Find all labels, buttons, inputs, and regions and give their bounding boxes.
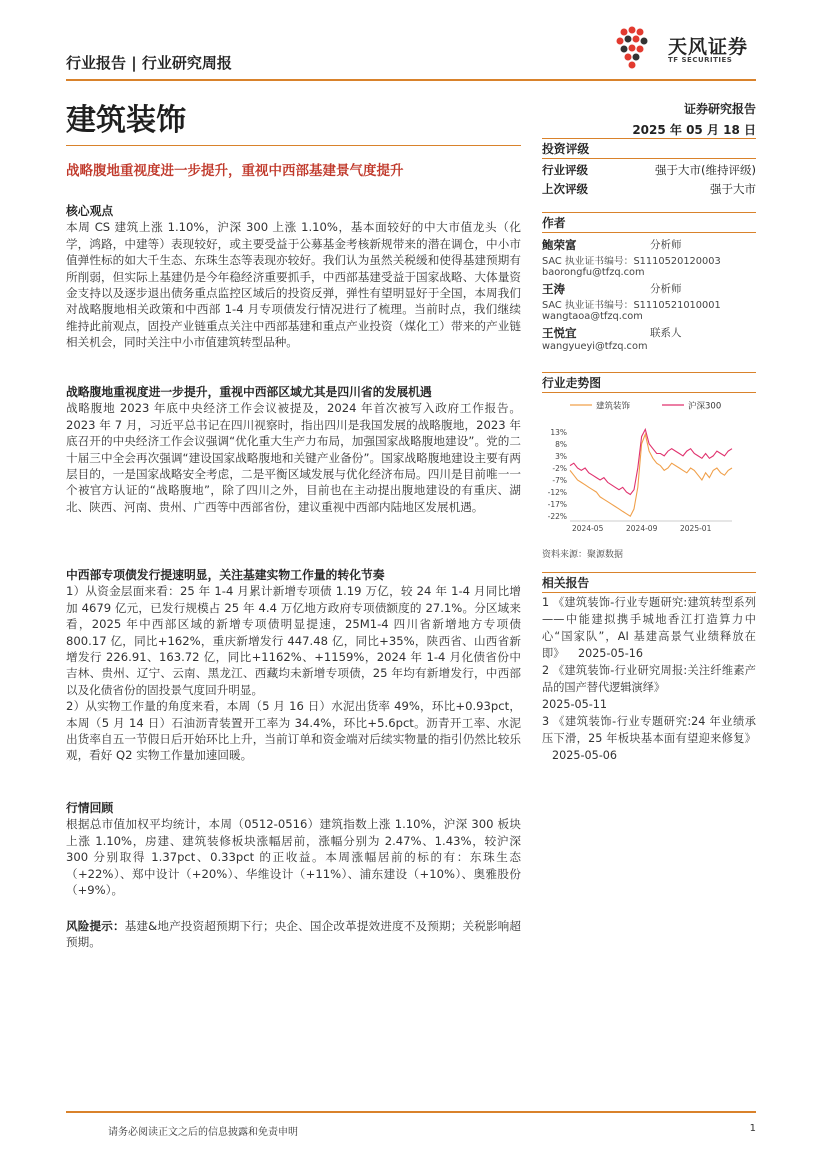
trend-chart	[542, 395, 756, 545]
author-name: 鲍荣富	[542, 238, 577, 252]
report-kind: 证券研究报告	[683, 102, 756, 116]
section-3-para-2: 2）从实物工作量的角度来看，本周（5 月 16 日）水泥出货率 49%，环比+0.93pct，本周（5 月 14 日）石油沥青装置开工率为 34.4%，环比+5.6pct。沥青开工率、水泥出货率自五一节假日后开始环比上升，当前订单和资金端对后续实物量的指引仍然比较乐观，看好 Q2 实物工作量加速回暖。	[66, 699, 521, 763]
risk-section	[66, 918, 521, 951]
industry-title: 建筑装饰	[66, 103, 186, 138]
logo-text-en: TF SECURITIES	[668, 56, 733, 64]
prev-rating-label: 上次评级	[542, 182, 588, 196]
author-name: 王悦宜	[542, 326, 577, 340]
author-role: 分析师	[650, 283, 682, 295]
y-tick-label: -12%	[547, 488, 567, 498]
rating-value: 强于大市(维持评级)	[655, 163, 756, 177]
rating-row	[542, 162, 756, 178]
y-tick-label: -22%	[547, 512, 567, 522]
author-2	[542, 281, 756, 322]
section-4	[66, 800, 521, 898]
related-report-title[interactable]: 3 《建筑装饰-行业专题研究:24 年业绩承压下滑，25 年板块基本面有望迎来修复》	[542, 715, 756, 745]
author-divider	[542, 212, 756, 213]
section-4-text: 根据总市值加权平均统计，本周（0512-0516）建筑指数上涨 1.10%，沪深 300 板块上涨 1.10%，房建、建筑装修板块涨幅居前，涨幅分别为 2.47%、1.43%，较沪深 300 分别取得 1.37pct、0.33pct 的正收益。本周涨幅居前的标的有：东珠生态（+22%）、郑中设计（+20%）、华维设计（+11%）、浦东建设（+10%）、奥雅股份（+9%）。	[66, 817, 521, 898]
page-number: 1	[749, 1123, 756, 1134]
author-3	[542, 325, 756, 352]
rating-divider-2	[542, 158, 756, 159]
author-email[interactable]: baorongfu@tfzq.com	[542, 267, 645, 278]
trend-divider	[542, 372, 756, 373]
related-report-date: 2025-05-06	[552, 749, 618, 762]
author-email[interactable]: wangyueyi@tfzq.com	[542, 341, 648, 352]
title-divider	[66, 145, 521, 146]
core-section	[66, 203, 521, 351]
section-3-heading: 中西部专项债发行提速明显，关注基建实物工作量的转化节奏	[66, 568, 385, 582]
related-report-title[interactable]: 1 《建筑装饰-行业专题研究:建筑转型系列——中能建拟携手城地香江打造算力中心“国家队”，AI 基建高景气业绩释放在即》	[542, 596, 756, 660]
rating-heading: 投资评级	[542, 142, 590, 156]
header-divider	[66, 79, 756, 81]
risk-label: 风险提示：	[66, 919, 125, 933]
related-report-title[interactable]: 2 《建筑装饰-行业研究周报:关注纤维素产品的国产替代逻辑演绎》	[542, 664, 756, 694]
report-type: 行业报告 | 行业研究周报	[66, 54, 232, 72]
author-name: 王涛	[542, 282, 565, 296]
y-tick-label: -2%	[552, 463, 567, 473]
author-cert: SAC 执业证书编号：S1110521010001	[542, 300, 721, 311]
section-3	[66, 567, 521, 764]
section-2	[66, 384, 521, 515]
core-text: 本周 CS 建筑上涨 1.10%，沪深 300 上涨 1.10%，基本面较好的中大市值龙头（化学，鸿路，中建等）表现较好，或主要受益于公募基金考核新规带来的潜在调仓，中小市值弹性标的如大千生态、东珠生态等表现亦较好。我们认为虽然关税缓和使得基建预期有所削弱，但实际上基建仍是今年稳经济重要抓手，中西部基建受益于国家战略、大体量资金支持以及逐步退出债务重点监控区域后的投资反弹，弹性有望明显好于全国，本周我们对战略腹地相关政策和中西部 1-4 月专项债发行情况进行了梳理。当前时点，我们继续维持此前观点，固投产业链重点关注中西部基建和重点产业投资（煤化工）带来的产业链相关机会，同时关注中小市值建筑转型品种。	[66, 220, 521, 350]
author-divider-2	[542, 232, 756, 233]
legend-label: 沪深300	[688, 401, 722, 412]
prev-rating-value: 强于大市	[710, 182, 756, 196]
logo-text: 天风证券	[668, 36, 749, 58]
author-email[interactable]: wangtaoa@tfzq.com	[542, 311, 643, 322]
x-tick-label: 2024-09	[626, 524, 658, 533]
y-tick-label: -17%	[547, 500, 567, 510]
related-heading: 相关报告	[542, 576, 590, 590]
section-4-heading: 行情回顾	[66, 801, 114, 815]
core-heading: 核心观点	[66, 204, 114, 218]
related-report-date: 2025-05-11	[542, 698, 608, 711]
y-tick-label: 13%	[550, 427, 567, 437]
related-report-1[interactable]	[542, 594, 756, 662]
x-tick-label: 2025-01	[680, 524, 712, 533]
trend-divider-2	[542, 392, 756, 393]
report-title: 战略腹地重视度进一步提升，重视中西部基建景气度提升	[66, 163, 404, 179]
related-report-2[interactable]	[542, 662, 756, 713]
prev-rating-row	[542, 181, 756, 197]
author-role: 分析师	[650, 239, 682, 251]
section-2-heading: 战略腹地重视度进一步提升，重视中西部区域尤其是四川省的发展机遇	[66, 385, 432, 399]
x-tick-label: 2024-05	[572, 524, 604, 533]
footer-disclaimer: 请务必阅读正文之后的信息披露和免责申明	[108, 1127, 298, 1138]
author-cert: SAC 执业证书编号：S1110520120003	[542, 256, 721, 267]
author-heading: 作者	[542, 216, 566, 230]
author-role: 联系人	[650, 327, 682, 339]
footer-divider	[66, 1111, 756, 1113]
rating-divider	[542, 138, 756, 139]
chart-source: 资料来源：聚源数据	[542, 550, 624, 560]
legend-label: 建筑装饰	[596, 401, 631, 412]
report-date: 2025 年 05 月 18 日	[632, 123, 756, 137]
related-report-date: 2025-05-16	[577, 647, 643, 660]
author-1	[542, 237, 756, 278]
related-divider-2	[542, 592, 756, 593]
section-3-para-1: 1）从资金层面来看：25 年 1-4 月累计新增专项债 1.19 万亿，较 24 年 1-4 月同比增加 4679 亿元，已发行规模占 25 年 4.4 万亿地方政府专项债额度的 27.1%。分区域来看，2025 年中西部区域的新增专项债明显提速，25M1-4 四川省新增地方专项债 800.17 亿，同比+162%，重庆新增发行 447.48 亿，同比+35%，陕西省、山西省新增发行 226.91、163.72 亿，同比+1162%、+1159%，2024 年 1-4 月化债省份中吉林、贵州、辽宁、云南、黑龙江、西藏均未新增专项债，25 年均有新增发行，中西部以及化债省份的固投景气度回升明显。	[66, 584, 521, 697]
risk-text: 基建&地产投资超预期下行；央企、国企改革提效进度不及预期；关税影响超预期。	[66, 919, 521, 950]
trend-heading: 行业走势图	[542, 376, 601, 390]
y-tick-label: 3%	[555, 451, 567, 461]
series-line	[570, 429, 732, 494]
related-report-3[interactable]	[542, 713, 756, 764]
rating-label: 行业评级	[542, 163, 588, 177]
related-divider	[542, 572, 756, 573]
section-2-text: 战略腹地 2023 年底中央经济工作会议被提及，2024 年首次被写入政府工作报告。2023 年 7 月，习近平总书记在四川视察时，指出四川是我国发展的战略腹地，2023 年底召开的中央经济工作会议强调“优化重大生产力布局，加强国家战略腹地建设”。党的二十届三中全会再次强调“建设国家战略腹地和关键产业备份”。国家战略腹地建设主要有两层目的，一是国家战略安全考虑，二是平衡区域发展与优化经济布局。四川是目前唯一一个被官方认证的“战略腹地”，除了四川之外，目前也在主动提出腹地建设的有重庆、湖北、陕西、河南、贵州、广西等中西部省份，建议重视中西部内陆地区发展机遇。	[66, 401, 521, 514]
y-tick-label: -7%	[552, 476, 567, 486]
y-tick-label: 8%	[555, 439, 567, 449]
